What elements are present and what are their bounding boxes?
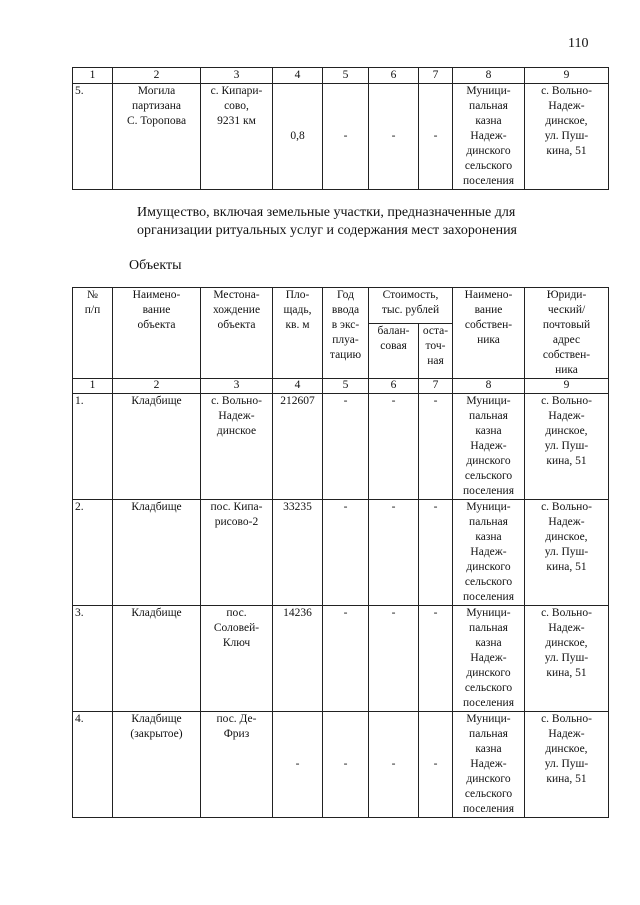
owner-address: с. Вольно- Надеж- динское, ул. Пуш- кина, 51: [525, 712, 609, 818]
section-heading: Имущество, включая земельные участки, предназначенные для организации ритуальных услуг и содержания мест захоронения: [137, 205, 517, 238]
header-residual: оста- точ- ная: [419, 324, 453, 379]
object-residual-cost: -: [419, 394, 453, 500]
object-year: -: [323, 500, 369, 606]
table-row: [73, 606, 609, 712]
owner-address: с. Вольно- Надеж- динское, ул. Пуш- кина, 51: [525, 500, 609, 606]
col-num-1: 1: [73, 379, 113, 394]
object-area: 212607: [273, 394, 323, 500]
object-area: 14236: [273, 606, 323, 712]
col-num-4: 4: [273, 68, 323, 84]
header-address: Юриди- ческий/ почтовый адрес собствен- ника: [525, 288, 609, 379]
object-area: 0,8: [273, 84, 323, 190]
header-num: № п/п: [73, 288, 113, 379]
page-number: 110: [568, 36, 589, 51]
subsection-label: Объекты: [129, 258, 182, 273]
table-row: [73, 84, 609, 190]
object-owner: Муници- пальная казна Надеж- динского сельского поселения: [453, 394, 525, 500]
col-num-3: 3: [201, 379, 273, 394]
col-num-4: 4: [273, 379, 323, 394]
table-header-row: [73, 288, 609, 324]
object-owner: Муници- пальная казна Надеж- динского сельского поселения: [453, 712, 525, 818]
object-year: -: [323, 84, 369, 190]
row-number: 5.: [73, 84, 113, 190]
object-residual-cost: -: [419, 84, 453, 190]
col-num-1: 1: [73, 68, 113, 84]
col-num-3: 3: [201, 68, 273, 84]
header-area: Пло- щадь, кв. м: [273, 288, 323, 379]
col-num-5: 5: [323, 68, 369, 84]
object-year: -: [323, 394, 369, 500]
object-residual-cost: -: [419, 500, 453, 606]
col-num-6: 6: [369, 68, 419, 84]
owner-address: с. Вольно- Надеж- динское, ул. Пуш- кина, 51: [525, 84, 609, 190]
column-number-row: [73, 68, 609, 84]
object-owner: Муници- пальная казна Надеж- динского сельского поселения: [453, 500, 525, 606]
object-name: Кладбище: [113, 394, 201, 500]
table-continued: [72, 67, 609, 190]
row-number: 4.: [73, 712, 113, 818]
object-area: -: [273, 712, 323, 818]
object-balance-cost: -: [369, 500, 419, 606]
header-location: Местона- хождение объекта: [201, 288, 273, 379]
col-num-6: 6: [369, 379, 419, 394]
col-num-2: 2: [113, 68, 201, 84]
col-num-7: 7: [419, 68, 453, 84]
col-num-9: 9: [525, 379, 609, 394]
owner-address: с. Вольно- Надеж- динское, ул. Пуш- кина, 51: [525, 394, 609, 500]
row-number: 2.: [73, 500, 113, 606]
object-owner: Муници- пальная казна Надеж- динского сельского поселения: [453, 606, 525, 712]
table-row: [73, 500, 609, 606]
header-owner: Наимено- вание собствен- ника: [453, 288, 525, 379]
objects-table: [72, 287, 609, 818]
object-owner: Муници- пальная казна Надеж- динского сельского поселения: [453, 84, 525, 190]
col-num-8: 8: [453, 379, 525, 394]
header-name: Наимено- вание объекта: [113, 288, 201, 379]
col-num-8: 8: [453, 68, 525, 84]
object-year: -: [323, 606, 369, 712]
object-area: 33235: [273, 500, 323, 606]
header-cost: Стоимость, тыс. рублей: [369, 288, 453, 324]
object-balance-cost: -: [369, 712, 419, 818]
object-location: пос. Де- Фриз: [201, 712, 273, 818]
object-location: с. Кипари- сово, 9231 км: [201, 84, 273, 190]
owner-address: с. Вольно- Надеж- динское, ул. Пуш- кина, 51: [525, 606, 609, 712]
object-location: пос. Соловей- Ключ: [201, 606, 273, 712]
object-name: Кладбище: [113, 500, 201, 606]
object-residual-cost: -: [419, 606, 453, 712]
object-balance-cost: -: [369, 84, 419, 190]
col-num-7: 7: [419, 379, 453, 394]
col-num-2: 2: [113, 379, 201, 394]
header-year: Год ввода в экс- плуа- тацию: [323, 288, 369, 379]
object-name: Кладбище: [113, 606, 201, 712]
table-row: [73, 394, 609, 500]
object-balance-cost: -: [369, 606, 419, 712]
col-num-9: 9: [525, 68, 609, 84]
row-number: 3.: [73, 606, 113, 712]
header-balance: балан- совая: [369, 324, 419, 379]
object-location: пос. Кипа- рисово-2: [201, 500, 273, 606]
object-year: -: [323, 712, 369, 818]
col-num-5: 5: [323, 379, 369, 394]
object-name: Кладбище (закрытое): [113, 712, 201, 818]
object-name: Могила партизана С. Торопова: [113, 84, 201, 190]
object-location: с. Вольно- Надеж- динское: [201, 394, 273, 500]
column-number-row: [73, 379, 609, 394]
row-number: 1.: [73, 394, 113, 500]
object-residual-cost: -: [419, 712, 453, 818]
object-balance-cost: -: [369, 394, 419, 500]
table-row: [73, 712, 609, 818]
